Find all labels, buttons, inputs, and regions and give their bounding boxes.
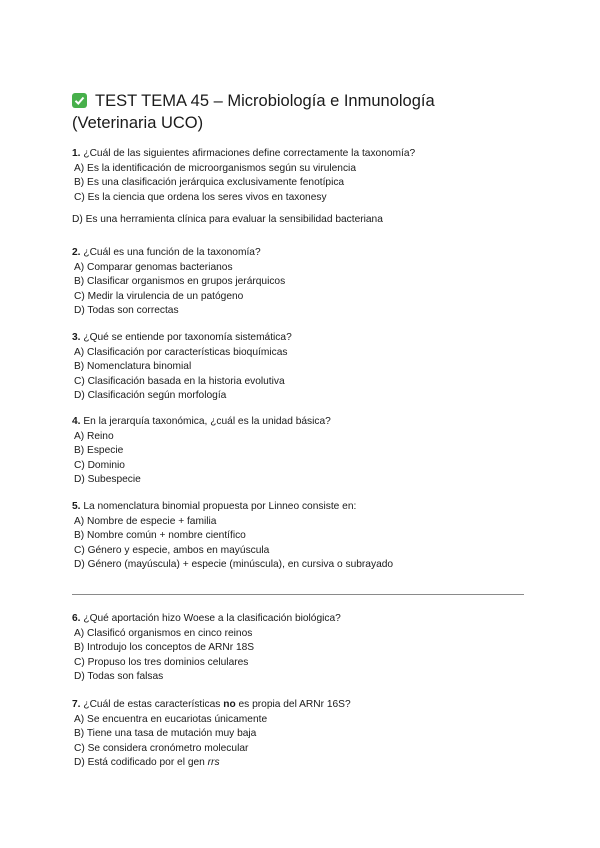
option-b: B) Es una clasificación jerárquica exclusivamente fenotípica xyxy=(74,177,345,188)
option-a: A) Clasificación por características bioquímicas xyxy=(74,346,288,358)
option-d: D) Es una herramienta clínica para evaluar la sensibilidad bacteriana xyxy=(72,214,383,225)
option-a: A) Reino xyxy=(74,430,114,442)
question-stem: 1. ¿Cuál de las siguientes afirmaciones define correctamente la taxonomía? xyxy=(72,148,416,159)
check-mark-button-icon xyxy=(72,93,87,108)
option-a: A) Se encuentra en eucariotas únicamente xyxy=(74,713,268,725)
option-d: D) Todas son correctas xyxy=(74,305,179,316)
option-d: D) Género (mayúscula) + especie (minúscula), en cursiva o subrayado xyxy=(74,559,394,570)
question-5 xyxy=(72,500,542,573)
question-1 xyxy=(72,147,542,228)
gene-name: rrs xyxy=(207,757,220,768)
title-line-1: TEST TEMA 45 – Microbiología e Inmunología xyxy=(95,92,435,110)
option-b: B) Nombre común + nombre científico xyxy=(74,530,246,541)
option-d: D) Clasificación según morfología xyxy=(74,390,227,401)
option-a: A) Comparar genomas bacterianos xyxy=(74,261,233,273)
option-c: C) Propuso los tres dominios celulares xyxy=(74,656,249,668)
option-b: B) Nomenclatura binomial xyxy=(74,361,192,372)
question-7 xyxy=(72,698,542,771)
section-divider xyxy=(72,594,524,595)
question-stem: 4. En la jerarquía taxonómica, ¿cuál es la unidad básica? xyxy=(72,416,331,427)
question-2 xyxy=(72,246,542,319)
option-d: D) Todas son falsas xyxy=(74,671,164,682)
question-stem: 7. ¿Cuál de estas características no es propia del ARNr 16S? xyxy=(72,699,351,710)
document-title xyxy=(72,90,542,134)
question-stem: 6. ¿Qué aportación hizo Woese a la clasificación biológica? xyxy=(72,613,341,624)
option-b: B) Introdujo los conceptos de ARNr 18S xyxy=(74,642,255,653)
option-b: B) Especie xyxy=(74,445,124,456)
question-stem: 5. La nomenclatura binomial propuesta por Linneo consiste en: xyxy=(72,501,357,512)
title-line-2: (Veterinaria UCO) xyxy=(72,114,204,132)
question-stem: 3. ¿Qué se entiende por taxonomía sistemática? xyxy=(72,332,292,343)
question-3 xyxy=(72,331,542,404)
emphasis-no: no xyxy=(223,699,236,710)
option-a: A) Clasificó organismos en cinco reinos xyxy=(74,627,253,639)
question-6 xyxy=(72,612,542,685)
option-c: C) Es la ciencia que ordena los seres vivos en taxonesy xyxy=(74,191,327,203)
option-b: B) Tiene una tasa de mutación muy baja xyxy=(74,728,257,739)
option-c: C) Se considera cronómetro molecular xyxy=(74,742,249,754)
question-stem: 2. ¿Cuál es una función de la taxonomía? xyxy=(72,247,261,258)
option-a: A) Es la identificación de microorganismos según su virulencia xyxy=(74,162,356,174)
option-b: B) Clasificar organismos en grupos jerárquicos xyxy=(74,276,286,287)
option-d: D) Subespecie xyxy=(74,474,141,485)
option-c: C) Dominio xyxy=(74,459,125,471)
option-a: A) Nombre de especie + familia xyxy=(74,515,217,527)
option-c: C) Medir la virulencia de un patógeno xyxy=(74,290,244,302)
option-c: C) Género y especie, ambos en mayúscula xyxy=(74,544,270,556)
option-d: D) Está codificado por el gen rrs xyxy=(74,757,220,768)
option-c: C) Clasificación basada en la historia evolutiva xyxy=(74,375,285,387)
question-4 xyxy=(72,415,542,488)
